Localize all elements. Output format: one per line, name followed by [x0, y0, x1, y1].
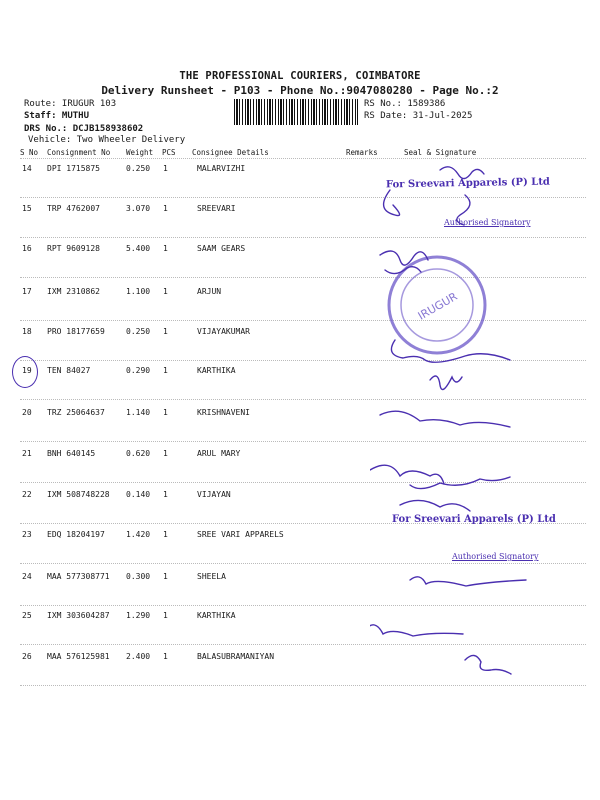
- circle-mark: [12, 356, 38, 388]
- authorised-signatory-2: Authorised Signatory: [452, 552, 539, 561]
- row-sno: 15: [22, 204, 32, 213]
- row-pcs: 1: [163, 490, 168, 499]
- col-header-consignment: Consignment No: [47, 148, 111, 157]
- row-sno: 24: [22, 572, 32, 581]
- row-pcs: 1: [163, 408, 168, 417]
- row-consignment-no: MAA 576125981: [47, 652, 110, 661]
- row-pcs: 1: [163, 572, 168, 581]
- row-consignment-no: TRZ 25064637: [47, 408, 105, 417]
- row-sno: 23: [22, 530, 32, 539]
- row-consignee: KARTHIKA: [197, 366, 236, 375]
- row-consignee: SAAM GEARS: [197, 244, 246, 253]
- row-weight: 5.400: [126, 244, 151, 253]
- row-pcs: 1: [163, 611, 168, 620]
- row-weight: 0.300: [126, 572, 151, 581]
- row-consignee: ARUL MARY: [197, 449, 241, 458]
- row-sno: 19: [22, 366, 32, 375]
- route-text: Route: IRUGUR 103: [24, 99, 117, 109]
- row-pcs: 1: [163, 449, 168, 458]
- row-consignee: ARJUN: [197, 287, 222, 296]
- row-consignee: SHEELA: [197, 572, 226, 581]
- row-consignment-no: IXM 303604287: [47, 611, 110, 620]
- row-consignment-no: RPT 9609128: [47, 244, 100, 253]
- row-weight: 1.420: [126, 530, 151, 539]
- col-header-remarks: Remarks: [346, 148, 378, 157]
- row-weight: 0.250: [126, 164, 151, 173]
- row-consignee: VIJAYAN: [197, 490, 231, 499]
- row-consignment-no: IXM 508748228: [47, 490, 110, 499]
- row-weight: 0.250: [126, 327, 151, 336]
- row-sno: 14: [22, 164, 32, 173]
- col-header-consignee: Consignee Details: [192, 148, 269, 157]
- row-consignment-no: IXM 2310862: [47, 287, 100, 296]
- row-weight: 1.290: [126, 611, 151, 620]
- row-consignee: VIJAYAKUMAR: [197, 327, 250, 336]
- row-weight: 0.290: [126, 366, 151, 375]
- row-consignee: BALASUBRAMANIYAN: [197, 652, 275, 661]
- row-pcs: 1: [163, 204, 168, 213]
- row-sno: 25: [22, 611, 32, 620]
- row-sno: 21: [22, 449, 32, 458]
- header-divider: [20, 158, 586, 159]
- row-sno: 18: [22, 327, 32, 336]
- row-consignee: KARTHIKA: [197, 611, 236, 620]
- row-weight: 2.400: [126, 652, 151, 661]
- document-title: THE PROFESSIONAL COURIERS, COIMBATORE: [179, 70, 421, 82]
- barcode: [234, 99, 358, 125]
- row-pcs: 1: [163, 366, 168, 375]
- row-consignee: SREEVARI: [197, 204, 236, 213]
- company-stamp-2: For Sreevari Apparels (P) Ltd: [392, 514, 556, 525]
- row-sno: 26: [22, 652, 32, 661]
- handwritten-signatures: [370, 160, 570, 690]
- row-sno: 20: [22, 408, 32, 417]
- row-weight: 0.620: [126, 449, 151, 458]
- company-stamp-1: For Sreevari Apparels (P) Ltd: [385, 176, 550, 191]
- rs-date: RS Date: 31-Jul-2025: [364, 111, 473, 121]
- rs-number: RS No.: 1589386: [364, 99, 446, 109]
- row-pcs: 1: [163, 164, 168, 173]
- row-consignment-no: TRP 4762007: [47, 204, 100, 213]
- col-header-pcs: PCS: [162, 148, 176, 157]
- authorised-signatory-1: Authorised Signatory: [444, 218, 531, 227]
- row-consignee: KRISHNAVENI: [197, 408, 250, 417]
- row-pcs: 1: [163, 327, 168, 336]
- row-pcs: 1: [163, 244, 168, 253]
- row-pcs: 1: [163, 530, 168, 539]
- document-subtitle: Delivery Runsheet - P103 - Phone No.:9047080280 - Page No.:2: [101, 84, 499, 97]
- row-sno: 17: [22, 287, 32, 296]
- vehicle-text: Vehicle: Two Wheeler Delivery: [28, 135, 186, 145]
- row-weight: 0.140: [126, 490, 151, 499]
- row-weight: 1.100: [126, 287, 151, 296]
- row-pcs: 1: [163, 287, 168, 296]
- row-consignee: SREE VARI APPARELS: [197, 530, 284, 539]
- row-consignment-no: BNH 640145: [47, 449, 96, 458]
- row-consignment-no: PRO 18177659: [47, 327, 105, 336]
- row-sno: 16: [22, 244, 32, 253]
- row-weight: 3.070: [126, 204, 151, 213]
- row-consignment-no: TEN 84027: [47, 366, 91, 375]
- drs-text: DRS No.: DCJB158938602: [24, 124, 144, 134]
- svg-text:IRUGUR: IRUGUR: [415, 289, 460, 323]
- row-consignee: MALARVIZHI: [197, 164, 246, 173]
- row-consignment-no: DPI 1715875: [47, 164, 100, 173]
- col-header-seal-signature: Seal & Signature: [404, 148, 477, 157]
- row-weight: 1.140: [126, 408, 151, 417]
- row-pcs: 1: [163, 652, 168, 661]
- row-consignment-no: MAA 577308771: [47, 572, 110, 581]
- row-sno: 22: [22, 490, 32, 499]
- col-header-sno: S No: [20, 148, 39, 157]
- row-consignment-no: EDQ 18204197: [47, 530, 105, 539]
- staff-text: Staff: MUTHU: [24, 111, 90, 121]
- col-header-weight: Weight: [126, 148, 154, 157]
